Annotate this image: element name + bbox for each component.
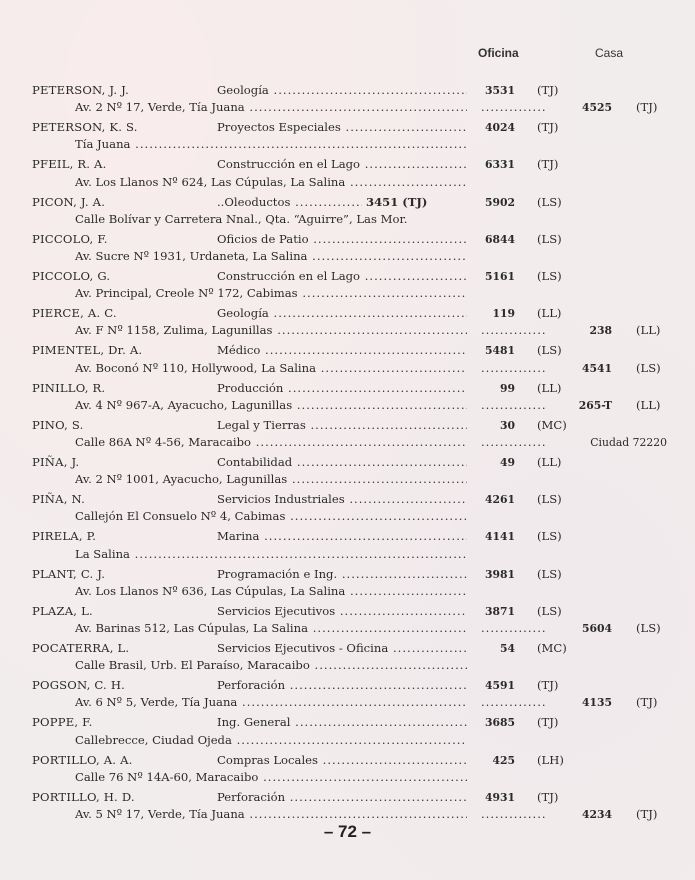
entry-address-line	[0, 694, 695, 711]
employee-name: PIÑA, J.	[32, 455, 80, 469]
home-leader-dots: ..............	[481, 360, 547, 375]
office-extension: 4931	[484, 790, 515, 804]
employee-name: POPPE, F.	[32, 715, 93, 730]
office-location-code: (TJ)	[537, 83, 559, 97]
department: Servicios Industriales .....	[217, 491, 467, 508]
home-location-code: (TJ)	[636, 807, 658, 821]
entry-address-line	[0, 248, 695, 265]
home-address: Calle Bolívar y Carretera Nnal., Qta. “Aguirre”, Las Mor.	[75, 211, 408, 226]
entry-address-line	[0, 732, 695, 749]
home-address: Av. Barinas 512, Las Cúpulas, La Salina .....	[75, 620, 467, 637]
entry-name-line	[0, 677, 695, 694]
home-location-code: (LL)	[636, 397, 661, 412]
employee-name: PIERCE, A. C.	[32, 306, 117, 321]
entry-name-line	[0, 603, 695, 620]
office-extension: 3981	[484, 567, 515, 581]
office-extension: 3531	[484, 84, 515, 97]
home-address: Av. F Nº 1158, Zulima, Lagunillas .....	[75, 322, 467, 339]
column-header-home: Casa	[595, 46, 624, 60]
office-location-code: (LL)	[537, 306, 562, 321]
home-address: Av. 4 Nº 967-A, Ayacucho, Lagunillas .....	[75, 397, 467, 414]
office-extension: 5161	[484, 270, 515, 283]
office-location-code: (LS)	[537, 603, 562, 618]
department: Marina .....	[217, 528, 467, 545]
entry-name-line	[0, 380, 695, 397]
home-address: Av. Los Llanos Nº 624, Las Cúpulas, La Salina .....	[75, 174, 467, 191]
office-extension: 5481	[484, 344, 515, 358]
department-inline-extension: 3451 (TJ)	[366, 194, 428, 209]
office-location-code: (LS)	[537, 269, 562, 283]
department: Construcción en el Lago .....	[217, 156, 467, 173]
home-address: Callejón El Consuelo Nº 4, Cabimas .....	[75, 508, 467, 525]
employee-name: PETERSON, J. J.	[32, 83, 129, 97]
home-leader-dots: ..............	[481, 695, 547, 710]
home-location-code: (LS)	[636, 621, 661, 635]
department: Oficios de Patio .....	[217, 231, 467, 248]
office-location-code: (TJ)	[537, 789, 559, 804]
employee-name: PLAZA, L.	[32, 603, 93, 618]
entry-name-line	[0, 566, 695, 583]
office-location-code: (LS)	[537, 529, 562, 544]
entry-address-line	[0, 508, 695, 525]
department: Contabilidad .....	[217, 454, 467, 471]
entry-address-line	[0, 322, 695, 339]
home-address: Av. Los Llanos Nº 636, Las Cúpulas, La Salina .....	[75, 583, 467, 600]
office-extension: 425	[492, 753, 515, 767]
entry-name-line	[0, 119, 695, 136]
office-location-code: (MC)	[537, 417, 567, 432]
department: Perforación .....	[217, 677, 467, 694]
department: Ing. General .....	[217, 714, 467, 731]
entry-address-line	[0, 583, 695, 600]
home-address: Callebrecce, Ciudad Ojeda .....	[75, 732, 467, 749]
column-header-office: Oficina	[478, 46, 519, 60]
department: ..Oleoductos .....	[217, 194, 362, 211]
entry-address-line	[0, 471, 695, 488]
entry-name-line	[0, 82, 695, 99]
department: Construcción en el Lago .....	[217, 268, 467, 285]
department: Geología .....	[217, 82, 467, 99]
home-extension: 238	[589, 324, 612, 338]
department: Servicios Ejecutivos .....	[217, 603, 467, 620]
department: Proyectos Especiales .....	[217, 119, 467, 136]
home-leader-dots: ..............	[481, 397, 547, 412]
entry-name-line	[0, 417, 695, 434]
home-extension: 4541	[581, 361, 612, 375]
home-address: Av. Sucre Nº 1931, Urdaneta, La Salina .....	[75, 248, 467, 265]
entry-address-line	[0, 136, 695, 153]
entry-address-line	[0, 657, 695, 674]
office-extension: 6331	[484, 158, 515, 172]
office-extension: 30	[499, 418, 515, 432]
office-location-code: (LL)	[537, 380, 562, 395]
entry-name-line	[0, 194, 695, 211]
department: Compras Locales .....	[217, 752, 467, 769]
entry-name-line	[0, 491, 695, 508]
office-location-code: (LS)	[537, 343, 562, 358]
office-extension: 119	[492, 307, 515, 321]
employee-name: PORTILLO, A. A.	[32, 752, 133, 767]
home-address: Av. 2 Nº 1001, Ayacucho, Lagunillas .....	[75, 471, 467, 488]
employee-name: PORTILLO, H. D.	[32, 789, 135, 804]
home-location-code: (TJ)	[636, 695, 658, 710]
office-location-code: (TJ)	[537, 120, 559, 135]
entry-name-line	[0, 231, 695, 248]
department: Producción .....	[217, 380, 467, 397]
entry-address-line	[0, 434, 695, 451]
office-extension: 4261	[484, 493, 515, 507]
home-address: La Salina .....	[75, 546, 467, 563]
office-extension: 4591	[484, 679, 515, 693]
employee-name: PFEIL, R. A.	[32, 157, 107, 172]
office-location-code: (LS)	[537, 194, 562, 209]
home-leader-dots: ..............	[481, 621, 547, 635]
entry-address-line	[0, 174, 695, 191]
entry-address-line	[0, 211, 695, 228]
office-location-code: (LH)	[537, 752, 564, 767]
entry-name-line	[0, 454, 695, 471]
employee-name: POGSON, C. H.	[32, 678, 126, 693]
page-number: – 72 –	[323, 822, 372, 841]
home-leader-dots: ..............	[481, 807, 547, 821]
office-location-code: (TJ)	[537, 715, 559, 730]
home-leader-dots: ..............	[481, 100, 547, 115]
employee-name: PICON, J. A.	[32, 194, 106, 209]
department: Perforación .....	[217, 789, 467, 806]
employee-name: PETERSON, K. S.	[32, 120, 138, 135]
home-address: Av. 2 Nº 17, Verde, Tía Juana .....	[75, 99, 467, 116]
entry-address-line	[0, 360, 695, 377]
entry-name-line	[0, 268, 695, 285]
home-location-code: (LS)	[636, 360, 661, 375]
office-location-code: (TJ)	[537, 678, 559, 693]
office-location-code: (LS)	[537, 566, 562, 581]
office-extension: 6844	[484, 232, 515, 246]
home-address: Av. 6 Nº 5, Verde, Tía Juana .....	[75, 694, 467, 711]
entry-name-line	[0, 528, 695, 545]
entry-address-line	[0, 620, 695, 637]
home-address: Calle 76 Nº 14A-60, Maracaibo .....	[75, 769, 467, 786]
entry-name-line	[0, 752, 695, 769]
home-extension: 4234	[581, 808, 612, 821]
home-address: Av. 5 Nº 17, Verde, Tía Juana .....	[75, 806, 467, 823]
employee-name: POCATERRA, L.	[32, 641, 130, 655]
employee-name: PLANT, C. J.	[32, 566, 106, 581]
entry-name-line	[0, 789, 695, 806]
office-extension: 4024	[484, 121, 515, 135]
entry-address-line	[0, 546, 695, 563]
office-location-code: (TJ)	[537, 157, 559, 172]
entry-address-line	[0, 285, 695, 302]
department: Geología .....	[217, 305, 467, 322]
department: Médico .....	[217, 342, 467, 359]
office-extension: 3871	[484, 604, 515, 618]
office-extension: 4141	[484, 530, 515, 544]
employee-name: PICCOLO, F.	[32, 231, 108, 246]
home-address: Av. Principal, Creole Nº 172, Cabimas .....	[75, 285, 467, 302]
entry-address-line	[0, 806, 695, 823]
entry-address-line	[0, 769, 695, 786]
entry-name-line	[0, 305, 695, 322]
employee-name: PIMENTEL, Dr. A.	[32, 343, 143, 358]
office-location-code: (MC)	[537, 641, 567, 655]
department: Legal y Tierras .....	[217, 417, 467, 434]
home-extension: 5604	[581, 622, 612, 635]
home-location-code: (LL)	[636, 323, 661, 338]
office-extension: 5902	[484, 195, 515, 209]
employee-name: PIRELA, P.	[32, 529, 97, 544]
home-address: Calle Brasil, Urb. El Paraíso, Maracaibo .....	[75, 657, 467, 674]
home-extension: Ciudad 72220	[590, 436, 667, 449]
home-extension: 4525	[581, 101, 612, 115]
entry-name-line	[0, 640, 695, 657]
office-extension: 49	[499, 456, 515, 469]
home-location-code: (TJ)	[636, 100, 658, 115]
employee-name: PICCOLO, G.	[32, 269, 111, 283]
department: Servicios Ejecutivos - Oficina .....	[217, 640, 467, 657]
entry-address-line	[0, 397, 695, 414]
home-address: Calle 86A Nº 4-56, Maracaibo .....	[75, 434, 467, 451]
home-extension: 265-T	[578, 398, 612, 412]
entry-name-line	[0, 156, 695, 173]
department: Programación e Ing. .....	[217, 566, 467, 583]
home-address: Av. Boconó Nº 110, Hollywood, La Salina .....	[75, 360, 467, 377]
office-extension: 99	[499, 381, 515, 395]
employee-name: PINILLO, R.	[32, 380, 106, 395]
employee-name: PIÑA, N.	[32, 492, 85, 507]
home-extension: 4135	[581, 696, 612, 710]
office-location-code: (LS)	[537, 231, 562, 246]
entry-name-line	[0, 342, 695, 359]
employee-name: PINO, S.	[32, 417, 84, 432]
home-leader-dots: ..............	[481, 323, 547, 338]
home-leader-dots: ..............	[481, 435, 547, 449]
office-extension: 54	[499, 642, 515, 655]
office-location-code: (LL)	[537, 455, 562, 469]
home-address: Tía Juana .....	[75, 136, 467, 153]
entry-name-line	[0, 714, 695, 731]
entry-address-line	[0, 99, 695, 116]
office-extension: 3685	[484, 716, 515, 730]
office-location-code: (LS)	[537, 492, 562, 507]
